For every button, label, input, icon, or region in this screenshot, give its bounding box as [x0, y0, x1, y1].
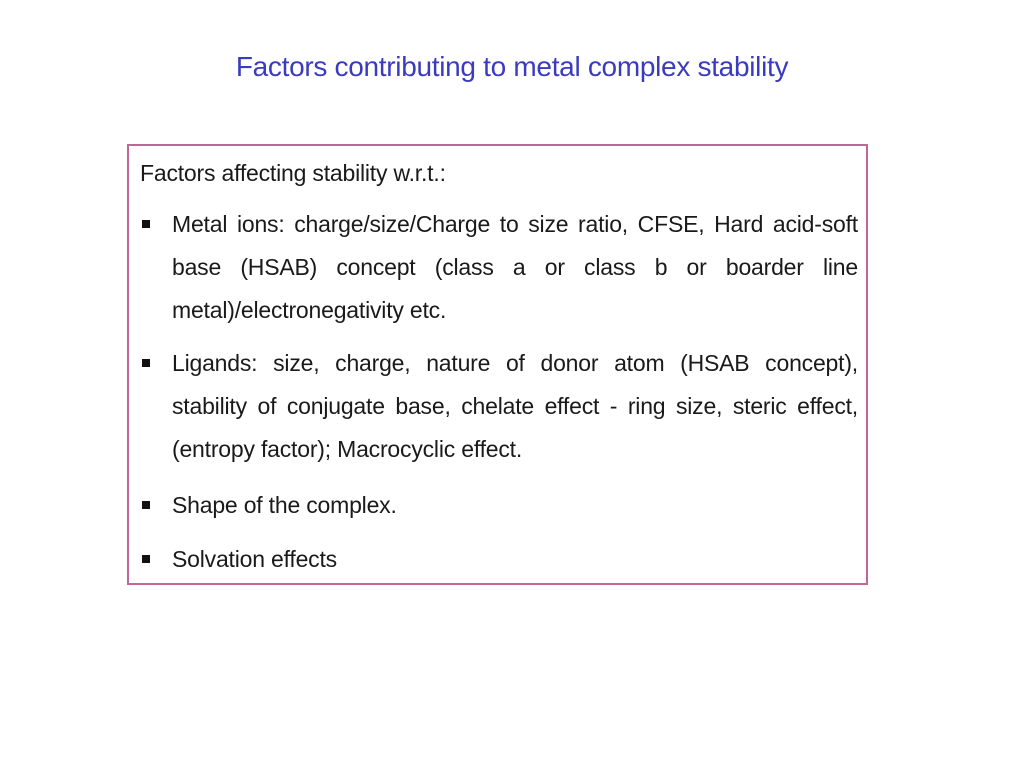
square-bullet-icon [142, 501, 150, 509]
list-item-text: Solvation effects [172, 546, 337, 572]
list-item [140, 203, 858, 332]
list-item [140, 342, 858, 471]
list-item-text: Ligands: size, charge, nature of donor atom (HSAB concept), stability of conjugate base, chelate effect - ring size, steric effect, (entropy factor); Macrocyclic effect. [172, 350, 858, 462]
square-bullet-icon [142, 555, 150, 563]
square-bullet-icon [142, 359, 150, 367]
square-bullet-icon [142, 220, 150, 228]
list-item-text: Shape of the complex. [172, 492, 397, 518]
list-item-text: Metal ions: charge/size/Charge to size ratio, CFSE, Hard acid-soft base (HSAB) concept (class a or class b or boarder line metal)/electronegativity etc. [172, 211, 858, 323]
content-box [127, 144, 868, 585]
page-title: Factors contributing to metal complex stability [235, 51, 789, 82]
list-item [140, 538, 858, 581]
intro-text: Factors affecting stability w.r.t.: [140, 160, 446, 186]
list-item [140, 484, 858, 527]
